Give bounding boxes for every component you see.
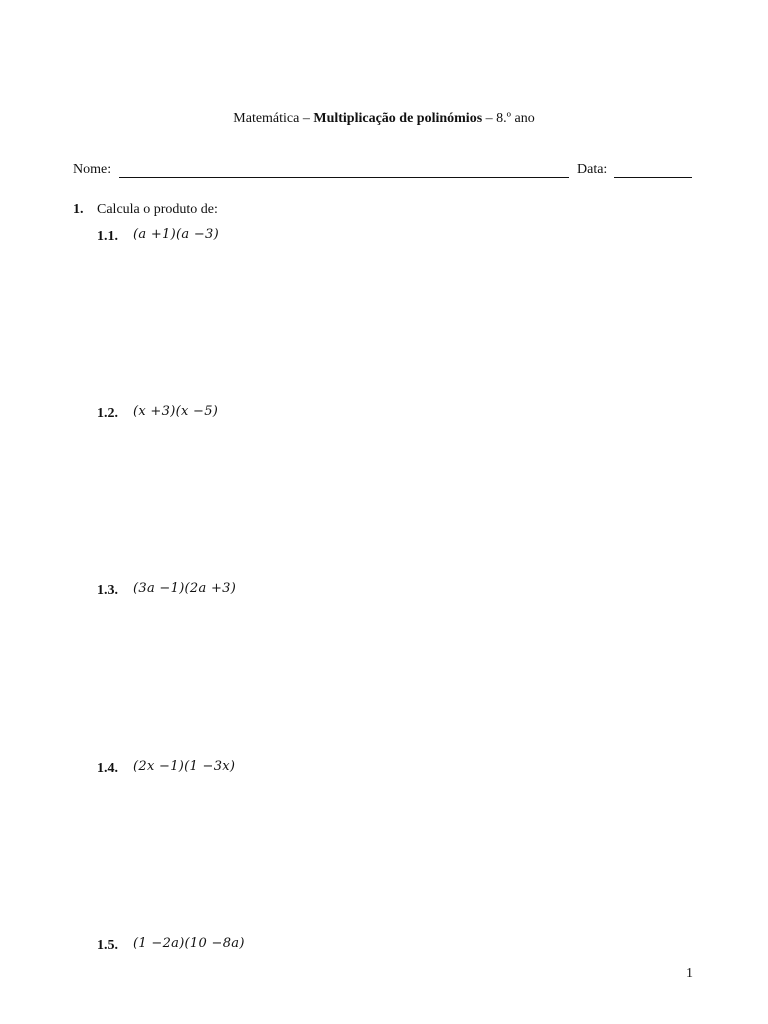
- name-date-row: [73, 162, 693, 182]
- item-expression: (x +3)(x −5): [133, 404, 219, 419]
- item-expression: (1 −2a)(10 −8a): [133, 936, 245, 951]
- question-number: 1.: [73, 202, 84, 217]
- name-field-line[interactable]: [119, 177, 569, 178]
- item-expression: (3a −1)(2a +3): [133, 581, 237, 596]
- question-prompt: Calcula o produto de:: [97, 202, 218, 217]
- title-suffix: – 8.º ano: [482, 111, 535, 126]
- item-expression: (a +1)(a −3): [133, 227, 219, 242]
- item-number: 1.1.: [97, 229, 118, 244]
- date-field-line[interactable]: [614, 177, 692, 178]
- page-number: 1: [686, 966, 693, 981]
- title-prefix: Matemática –: [233, 111, 314, 126]
- item-number: 1.4.: [97, 761, 118, 776]
- item-number: 1.3.: [97, 583, 118, 598]
- item-number: 1.2.: [97, 406, 118, 421]
- title-main: Multiplicação de polinómios: [313, 111, 483, 126]
- date-label: Data:: [577, 162, 608, 177]
- item-number: 1.5.: [97, 938, 118, 953]
- name-label: Nome:: [73, 162, 112, 177]
- item-expression: (2x −1)(1 −3x): [133, 759, 236, 774]
- page-title: [0, 111, 768, 127]
